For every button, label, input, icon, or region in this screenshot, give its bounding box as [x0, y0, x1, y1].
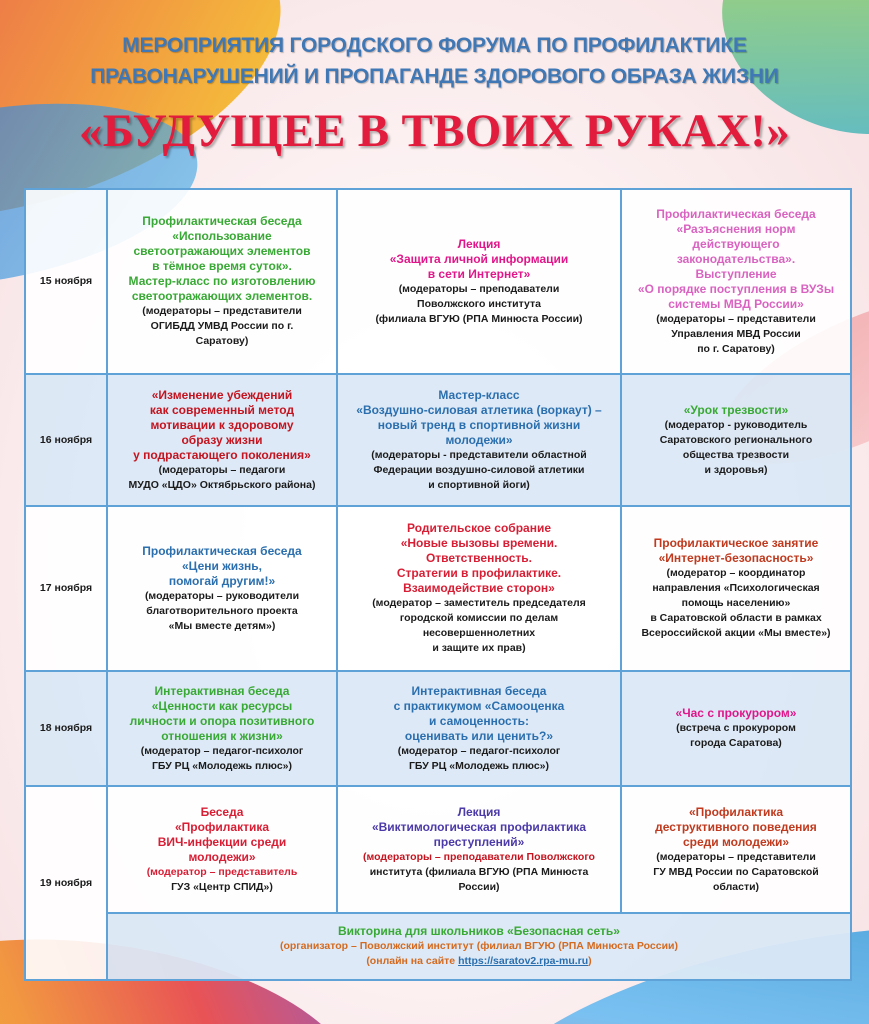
schedule-table — [24, 188, 852, 981]
event-title-line: преступлений» — [433, 834, 525, 849]
event-title-line: «Виктимологическая профилактика — [371, 819, 587, 834]
date-cell: 16 ноября — [25, 374, 107, 506]
event-detail-line: России) — [458, 880, 500, 893]
event-detail-line: (модераторы – представители — [142, 305, 302, 317]
event-detail-line: общества трезвости — [682, 448, 790, 461]
event-title-line: новый тренд в спортивной жизни — [377, 417, 581, 432]
table-row — [25, 786, 851, 913]
event-title-line: Мастер-класс по изготовлению — [128, 274, 316, 288]
event-title-line: «Профилактика — [174, 819, 270, 834]
event-detail-line: «Мы вместе детям») — [168, 619, 276, 632]
event-title-line: молодежи» — [188, 849, 256, 864]
event-cell — [621, 189, 851, 374]
event-detail-line: ОГИБДД УМВД России по г. — [150, 320, 294, 332]
event-title-line: в тёмное время суток». — [152, 259, 292, 273]
event-cell — [107, 506, 337, 671]
event-title-line: как современный метод — [149, 402, 295, 417]
event-detail-line: Всероссийской акции «Мы вместе») — [641, 627, 831, 639]
event-detail-line: ГБУ РЦ «Молодежь плюс») — [151, 759, 293, 772]
event-cell — [337, 786, 621, 913]
date-cell: 19 ноября — [25, 786, 107, 980]
event-cell — [107, 374, 337, 506]
event-title-line: Профилактическая беседа — [656, 206, 816, 221]
event-detail-line: (модераторы – преподаватели Поволжского — [363, 850, 595, 863]
event-title-line: законодательства». — [676, 251, 796, 266]
event-cell — [621, 506, 851, 671]
event-detail-line: ГУ МВД России по Саратовской — [653, 865, 819, 878]
event-title-line: Профилактическое занятие — [653, 536, 819, 550]
event-detail-line: и защите их прав) — [432, 642, 526, 654]
date-cell: 15 ноября — [25, 189, 107, 374]
event-title-line: отношения к жизни» — [161, 728, 283, 743]
table-row — [25, 671, 851, 786]
event-cell — [107, 786, 337, 913]
event-detail-line: (модераторы – педагоги — [158, 463, 286, 476]
event-title-line: личности и опора позитивного — [129, 713, 315, 728]
quiz-title: Викторина для школьников «Безопасная сеть» — [338, 924, 620, 938]
event-detail-line: (модераторы – руководители — [144, 589, 300, 602]
event-detail-line: по г. Саратову) — [697, 342, 775, 355]
event-title-line: оценивать или ценить?» — [404, 728, 554, 743]
event-detail-line: (филиала ВГУЮ (РПА Минюста России) — [375, 312, 583, 325]
event-detail-line: (модератор – педагог-психолог — [397, 744, 561, 757]
quiz-online-prefix: (онлайн на сайте — [366, 955, 459, 967]
event-detail-line: городской комиссии по делам — [399, 612, 559, 624]
event-title-line: Интерактивная беседа — [154, 683, 290, 698]
event-title-line: действующего — [692, 236, 780, 251]
event-detail-line: несовершеннолетних — [422, 627, 536, 639]
event-title-line: системы МВД России» — [668, 296, 804, 311]
event-title-line: мотивации к здоровому — [150, 417, 294, 432]
event-detail-line: благотворительного проекта — [146, 604, 298, 617]
event-detail-line: помощь населению» — [681, 597, 791, 609]
event-cell — [107, 189, 337, 374]
event-cell — [337, 506, 621, 671]
quiz-cell — [107, 913, 851, 980]
event-title-line: светоотражающих элементов — [133, 244, 311, 258]
event-detail-line: Управления МВД России — [671, 327, 801, 340]
page-title: «БУДУЩЕЕ В ТВОИХ РУКАХ!» — [78, 105, 791, 157]
event-title-line: «Профилактика — [688, 804, 784, 819]
event-detail-line: (модераторы – представители — [656, 312, 816, 325]
event-title-line: с практикумом «Самооценка — [393, 698, 565, 713]
event-detail-line: (модератор - руководитель — [664, 418, 808, 431]
event-title-line: «Разъяснения норм — [676, 221, 796, 236]
event-title-line: и самоценность: — [429, 713, 529, 728]
event-detail-line: (модератор – координатор — [666, 567, 806, 579]
event-title-line: «Воздушно-силовая атлетика (воркаут) – — [356, 402, 602, 417]
event-title-line: «Час с прокурором» — [675, 706, 797, 720]
header-subtitle-line-1: МЕРОПРИЯТИЯ ГОРОДСКОГО ФОРУМА ПО ПРОФИЛАКТИКЕ — [122, 34, 747, 57]
event-title-line: Ответственность. — [425, 551, 533, 565]
event-detail-line: (модератор – заместитель председателя — [372, 597, 586, 609]
event-cell — [621, 671, 851, 786]
event-cell — [107, 671, 337, 786]
event-title-line: Беседа — [200, 804, 244, 819]
event-detail-line: (модераторы – представители — [656, 850, 816, 863]
event-cell — [337, 189, 621, 374]
event-title-line: среди молодежи» — [682, 834, 790, 849]
event-title-line: Мастер-класс — [438, 387, 520, 402]
event-cell — [621, 786, 851, 913]
event-title-line: «Ценности как ресурсы — [151, 698, 293, 713]
event-detail-line: в Саратовской области в рамках — [650, 612, 822, 624]
event-detail-line: и спортивной йоги) — [428, 478, 530, 491]
event-detail-line: направления «Психологическая — [652, 582, 820, 594]
event-title-line: «Использование — [172, 229, 272, 243]
event-title-line: деструктивного поведения — [655, 819, 817, 834]
quiz-online — [114, 954, 844, 969]
event-title-line: образу жизни — [181, 432, 263, 447]
event-detail-line: (встреча с прокурором — [676, 722, 796, 734]
event-detail-line: Саратовского регионального — [659, 433, 813, 446]
event-title-line: «Защита личной информации — [389, 251, 569, 266]
table-row — [25, 189, 851, 374]
table-row — [25, 506, 851, 671]
event-detail-line: Саратову) — [195, 335, 249, 347]
event-title-line: Родительское собрание — [407, 521, 551, 535]
event-title-line: «О порядке поступления в ВУЗы — [637, 281, 835, 296]
event-detail-line: института (филиала ВГУЮ (РПА Минюста — [369, 865, 589, 878]
event-title-line: «Урок трезвости» — [683, 402, 789, 417]
event-title-line: помогай другим!» — [168, 573, 276, 588]
event-title-line: Стратегии в профилактике. — [396, 566, 562, 580]
event-title-line: светоотражающих элементов. — [131, 289, 313, 303]
event-title-line: «Изменение убеждений — [151, 387, 293, 402]
event-detail-line: (модераторы – преподаватели — [398, 282, 560, 295]
table-row — [25, 913, 851, 980]
table-row — [25, 374, 851, 506]
page-header — [0, 30, 869, 158]
event-detail-line: и здоровья) — [704, 463, 768, 476]
event-title-line: ВИЧ-инфекции среди — [157, 834, 287, 849]
event-title-line: Интерактивная беседа — [411, 683, 547, 698]
event-title-line: Лекция — [457, 236, 501, 251]
event-title-line: у подрастающего поколения» — [133, 447, 311, 462]
event-title-line: Взаимодействие сторон» — [403, 581, 555, 595]
event-cell — [621, 374, 851, 506]
event-detail-line: МУДО «ЦДО» Октябрьского района) — [128, 478, 316, 491]
event-title-line: в сети Интернет» — [427, 266, 531, 281]
event-title-line: молодежи» — [445, 432, 513, 447]
event-detail-line: (модератор – педагог-психолог — [140, 744, 304, 757]
quiz-organizer: (организатор – Поволжский институт (филиал ВГУЮ (РПА Минюста России) — [279, 940, 678, 952]
event-cell — [337, 374, 621, 506]
event-title-line: Профилактическая беседа — [142, 214, 302, 228]
event-title-line: Лекция — [457, 804, 501, 819]
event-detail-line: (модератор – представитель — [146, 865, 298, 878]
quiz-site-link[interactable]: https://saratov2.rpa-mu.ru — [458, 955, 589, 967]
event-title-line: «Новые вызовы времени. — [400, 536, 558, 550]
event-cell — [337, 671, 621, 786]
event-detail-line: ГУЗ «Центр СПИД») — [171, 880, 273, 893]
date-cell: 17 ноября — [25, 506, 107, 671]
event-detail-line: (модераторы - представители областной — [371, 448, 587, 461]
header-subtitle-line-2: ПРАВОНАРУШЕНИЙ И ПРОПАГАНДЕ ЗДОРОВОГО ОБРАЗА ЖИЗНИ — [90, 65, 779, 88]
event-title-line: «Интернет-безопасность» — [658, 551, 814, 565]
event-detail-line: области) — [712, 880, 760, 893]
event-detail-line: Федерации воздушно-силовой атлетики — [373, 463, 585, 476]
event-title-line: Выступление — [695, 266, 777, 281]
quiz-online-suffix: ) — [588, 955, 592, 967]
event-detail-line: города Саратова) — [690, 737, 782, 749]
event-title-line: «Цени жизнь, — [181, 558, 263, 573]
date-cell: 18 ноября — [25, 671, 107, 786]
event-title-line: Профилактическая беседа — [142, 543, 302, 558]
event-detail-line: Поволжского института — [417, 297, 541, 310]
event-detail-line: ГБУ РЦ «Молодежь плюс») — [408, 759, 550, 772]
